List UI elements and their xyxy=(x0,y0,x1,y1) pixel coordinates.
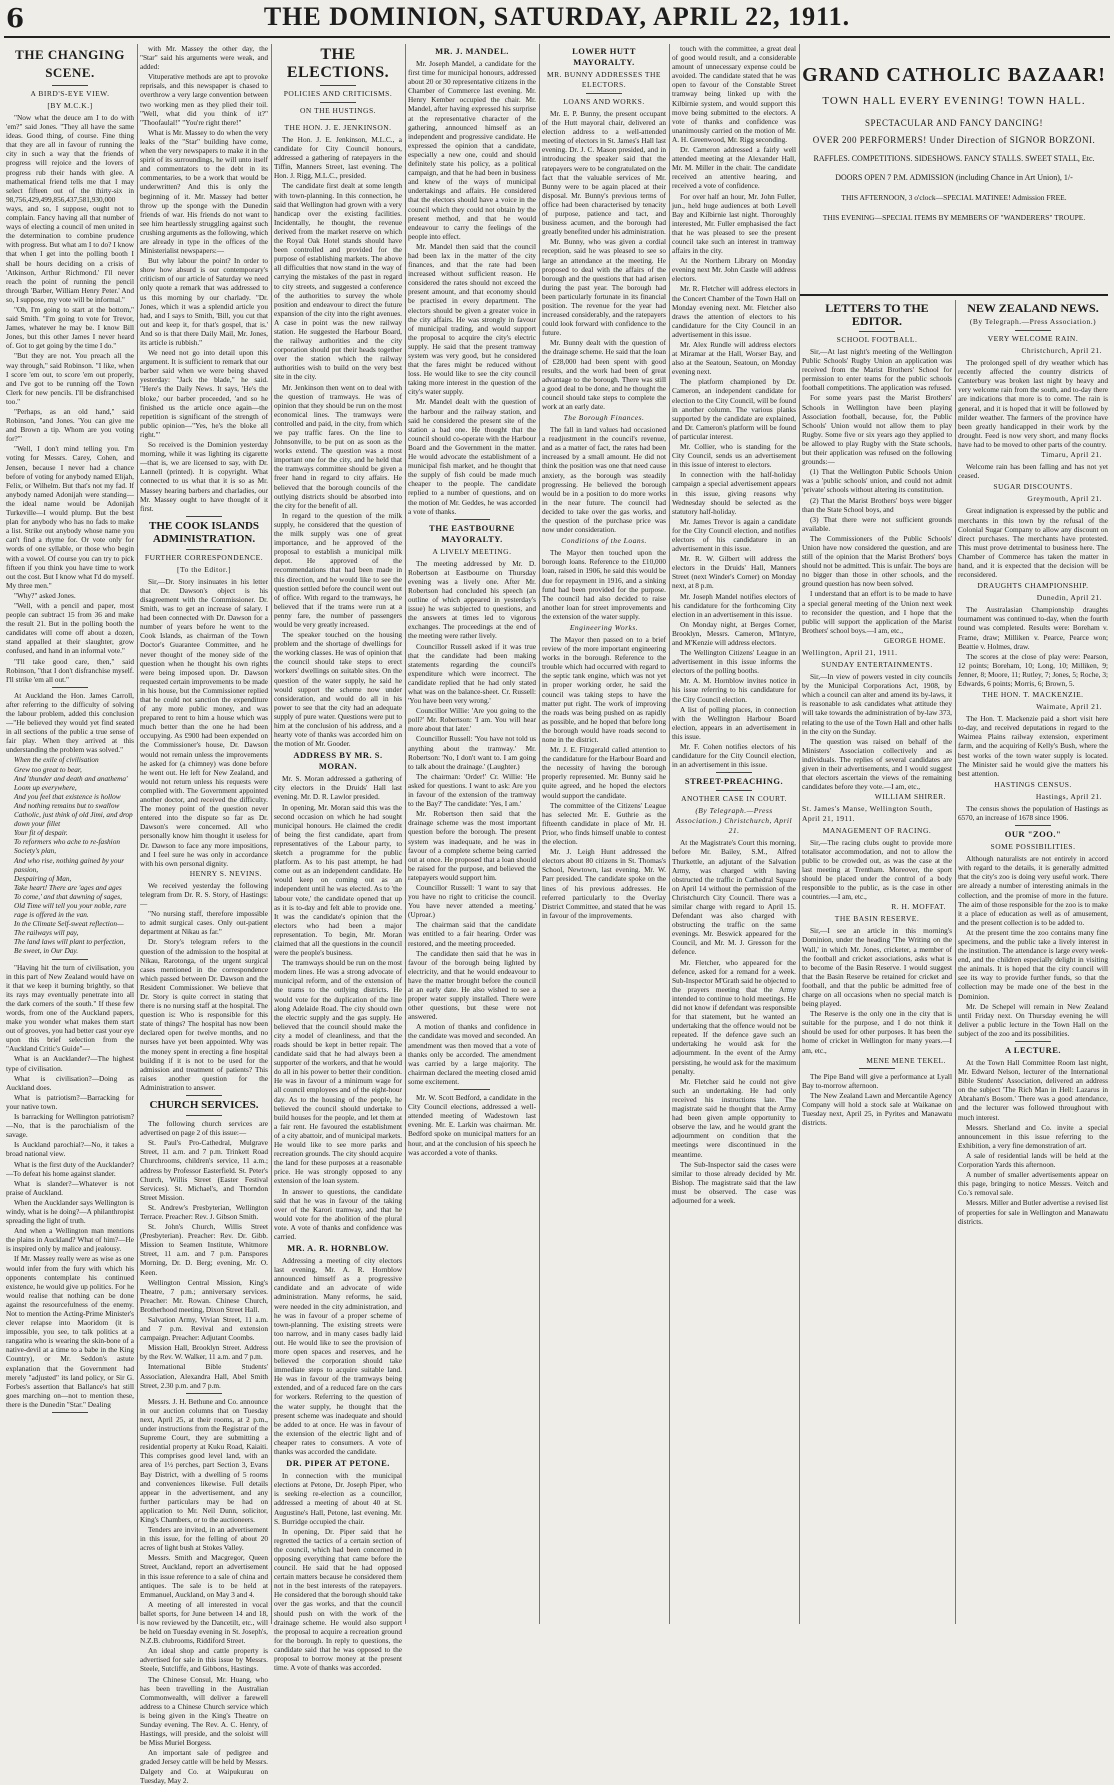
ad-evening: THIS EVENING—SPECIAL ITEMS BY MEMBERS OF "WANDERERS" TROUPE. xyxy=(822,213,1086,222)
news-heading: VERY WELCOME RAIN. xyxy=(987,334,1079,343)
paragraph: A motion of thanks and confidence in the candidate was moved and seconded. An amendment was then moved that a vote of thanks only be accorded. The amendment was carried by a large majority. The chairman declared the meeting closed amid some excitement. xyxy=(408,1022,536,1086)
column-2 xyxy=(140,44,268,1785)
paragraph: If Mr. Massey really were as wise as one would infer from the fury with which his opponents contemplate his continued existence, he would give up politics. For he would realise that nothing can be done against the resourcefulness of the enemy. Not to mention the Acting-Prime Minister's clever relapse into Maoridom (it is impossible, you see, to talk politics at a rangatira who is wearing the skin-bone of a native-devil at a time to a babe in the King Country), or Mr. Seddon's astute explanation that the Government had merely "adjusted" its land policy, or Sir G. Forbes's assertion that Ballance's hat still goes marching on—not to mention these, there is the Dunedin "Star." Dealing xyxy=(6,1254,134,1409)
paragraph: A sale of residential lands will be held at the Corporation Yards this afternoon. xyxy=(958,1150,1108,1170)
paragraph: The speaker touched on the housing problem and the shortage of dwellings for the working classes. He was of opinion that the council should take steps to erect workers' dwellings on suitable sites. On the question of the water supply, he said he would support the scheme now under consideration, and would do all in his power to see that the city had an adequate supply of pure water. Questions were put to him at the conclusion of his address, and a hearty vote of thanks was accorded him on the motion of Mr. Gooder. xyxy=(274,630,402,749)
article-subheading: THE HON. J. E. JENKINSON. xyxy=(284,123,392,132)
dateline: Greymouth, April 21. xyxy=(1027,494,1102,504)
letter-signature: WILLIAM SHIRER. xyxy=(874,792,946,802)
dateline: Hastings, April 21. xyxy=(1035,791,1102,801)
verse-line: rage is offered in the van. xyxy=(14,910,89,920)
article-subheading: A BIRD'S-EYE VIEW. xyxy=(30,89,110,98)
divider xyxy=(1015,330,1051,331)
paragraph: Sir,—Dr. Story insinuates in his letter that Dr. Dawson's object is his disagreement with the Commissioner. Dr. Smith, was to get an increase of salary. I had been connected with Dr. Dawson for a number of years before he went to the Cook Islands, as chairman of the Town Doctor's Guarantee Committee, and he never thought of the money side of the question when he thought his own rights were being imposed upon. Dr. Dawson requested certain improvements to be made in his house, but the Commissioner replied that he could not sanction the expenditure of any more public money, and was prepared to rent to him a house which was much better than the one he had been occupying. As £900 had been expended on the Commissioner's house, Dr. Dawson would not remain unless the improvements he asked for (a chimney) was done before he went out. He left for New Zealand, and would not return unless his requests were complied with. The Government appointed another doctor, and received the difficulty. The money point of the question never entered into the dispute so far as Dr. Dawson's were concerned. All who personally know him thought it useless for Dr. Dawson to face any more impositions, and I feel sure he was only in accordance with his own personal dignity. xyxy=(140,576,268,868)
news-heading: DRAUGHTS CHAMPIONSHIP. xyxy=(977,581,1089,591)
divider xyxy=(454,519,490,520)
paragraph: The Pipe Band will give a performance at Lyall Bay to-morrow afternoon. xyxy=(802,1071,952,1090)
paragraph: In answer to questions, the candidate said that he was in favour of the taking over of the Karori tramway, and that he would vote for the abolition of the plural vote. A vote of thanks and confidence was carried. xyxy=(274,1186,402,1241)
paragraph: "Why?" asked Jones. xyxy=(14,590,76,600)
verse-line: Your fit of despair. xyxy=(14,828,68,838)
paragraph: "I'll take good care, then," said Robinson, "that I don't disfranchise myself. I'll strike 'em all out." xyxy=(6,656,134,684)
paragraph: Mr. Fletcher, who appeared for the defence, asked for a remand for a week. Sub-Inspector M'Grath said he objected to the prayers meeting that the Army intended to continue to hold meetings. He did not know if defendant was responsible for that statement, but he wanted an undertaking that the offence would not be repeated. If the defence gave such an undertaking he would ask for the adjournment. In the event of the Army persisting, he would ask for the maximum penalty. xyxy=(672,957,796,1076)
verse-line: In the Climate Self-sweat reflection— xyxy=(14,919,124,929)
verse-line: And nothing remains but to swallow xyxy=(14,800,120,810)
paragraph: St. Paul's Pro-Cathedral, Mulgrave Street, 11 a.m. and 7 p.m. Trinkett Road Churchrooms, children's service, 11 a.m.; address by Professor Easterfield. St. Peter's Church, Willis Street (Easter Festival Services). St. Michael's, and Thorndon Street Mission. xyxy=(140,1138,268,1202)
article-subheading: ADDRESS BY MR. S. MORAN. xyxy=(293,750,383,772)
article-subheading: ON THE HUSTINGS. xyxy=(300,106,376,115)
paragraph: At Auckland the Hon. James Carroll, after referring to the difficulty of solving the labour problem, added this conclusion—"He believed they would yet find seated in all sections of the public a true sense of fair play. When they arrived at this understanding the problem was solved." xyxy=(6,690,134,755)
paragraph: Mr. Collier, who is standing for the City Council, sends us an advertisement in this issue of interest to electors. xyxy=(672,442,796,470)
paragraph: Messrs. J. H. Bethune and Co. announce in our auction columns that on Tuesday next, April 25, at their rooms, at 2 p.m., under instructions from the Registrar of the Supreme Court, they are submitting a residential property at Kuku Road, Kaiaiti. This comprises good level land, with an area of 1½ perches, part Section 3, Evans Bay District, with a dwelling of 5 rooms and conveniences likewise. Full details appear in the advertisement, and any further particulars may be had on application to Mr. Neil Dunn, solicitor, King's Chambers, or to the auctioneers. xyxy=(140,1396,268,1524)
column-rule xyxy=(955,300,956,1624)
paragraph: International Bible Students' Association, Alexandra Hall, Abel Smith Street, 2.30 p.m. and 7 p.m. xyxy=(140,1362,268,1390)
divider xyxy=(320,119,356,120)
paragraph: Mr. E. P. Bunny, the present occupant of the Hutt mayoral chair, delivered an election address to a well-attended meeting of electors in St. James's Hall last evening. Dr. J. C. Mason presided, and in introducing the speaker said that the ratepayers were to be congratulated on the fact that the valuable services of Mr. Bunny were to be again placed at their disposal. Mr. Bunny's previous terms of office had been characterised by tenacity of purpose, patience and tact, and business acumen, and the borough had greatly benefited under his administration. xyxy=(542,109,666,237)
paragraph: Mission Hall, Brooklyn Street. Address by the Rev. W. Walker, 11 a.m. and 7 p.m. xyxy=(140,1343,268,1362)
column-rule xyxy=(669,44,670,1624)
byline: [BY M.C.K.] xyxy=(47,101,93,110)
paragraph: Although naturalists are not entirely in accord with regard to the details, it is generally admitted that the city's zoo is doing very useful work. There are already a number of interesting animals in the collection, and the promise of more in the future. The aim of those responsible for the zoo is to make it a place of education as well as of amusement, and the present collection is to be added to. xyxy=(958,854,1108,927)
paragraph: The candidate first dealt at some length with town-planning. In this connection, he said that Wellington had grown with a very handicap over the existing facilities. Incidentally, he thought, the revenue derived from the market reserve on which the Royal Oak Hotel stands should have been controlled and provided for the purpose of establishing markets. The above all difficulties that now stand in the way of carrying the mistakes of the past in regard to city streets, and suggested a conference of the authorities to survey the whole position and endeavour to direct the future expansion of the city into the right avenues. A case in point was the new railway station. He suggested the Harbour Board, the railway authorities and the city corporation should put their heads together over the station which the railway authorities wish to build on the very best site in the city. xyxy=(274,181,402,382)
paragraph: The chairman said that the candidate was entitled to a fair hearing. Order was restored, and the meeting proceeded. xyxy=(408,920,536,948)
article-heading: A LECTURE. xyxy=(1004,1045,1061,1055)
paragraph: The Mayor then passed on to a brief review of the more important engineering works in the borough. Reference to the trouble which had occurred with regard to the septic tank engine, which was not yet in proper working order, he said the council was taking steps to have the matter put right. The work of improving the roads was being pushed on as rapidly as possible, and he hoped that before long the borough would have roads second to none in the district. xyxy=(542,634,666,744)
paragraph: The meeting addressed by Mr. D. Robertson at Eastbourne on Thursday evening was a lively one. After Mr. Robertson had concluded his speech (an outline of which appeared in yesterday's issue) he was subjected to questions, and the answers at times led to vigorous exchanges. The proceedings at the end of the meeting were rather lively. xyxy=(408,558,536,641)
verse-line: To reformers who ache to re-fashion xyxy=(14,837,121,847)
paragraph: Addressing a meeting of city electors last evening, Mr. A. R. Hornblow announced himself as a progressive candidate and an advocate of wide administration. Many reforms, he said, were needed in the city administration, and he was in favour of a proper scheme of town-planning. The existing streets were too narrow, and in many cases badly laid out. He would like to see the provision of more open spaces and reserves, and he believed the corporation should take immediate steps to acquire suitable land. He was in favour of the tramways being extended, and of a reduced fare on the cars for workers. Referring to the question of the water supply, he thought that the present scheme was inadequate and should be added to at once. He was in favour of the extension of the electric light and of cheaper rates to consumers. A vote of thanks was accorded the candidate. xyxy=(274,1256,402,1457)
paragraph: Mr. De Schepel will remain in New Zealand until Friday next. On Thursday evening he will deliver a public lecture in the Town Hall on the subject of the zoo and its possibilities. xyxy=(958,1001,1108,1038)
paragraph: An important sale of pedigree and graded Jersey cattle will be held by Messrs. Dalgety and Co. at Waipukurau on Tuesday, May 2. xyxy=(140,1748,268,1785)
paragraph: The census shows the population of Hastings as 6570, an increase of 1678 since 1906. xyxy=(958,803,1108,823)
paragraph: Wellington Central Mission, King's Theatre, 7 p.m.; anniversary services. Preacher: Mr. Rowan. Chinese Church, Brotherhood meeting, Dixon Street Hall. xyxy=(140,1277,268,1314)
verse xyxy=(6,755,134,955)
divider xyxy=(454,1089,490,1090)
paragraph: Mr. R. Fletcher will address electors in the Concert Chamber of the Town Hall on Monday evening next. Mr. Fletcher also draws the attention of electors to his candidature for the City Council in an advertisement in this issue. xyxy=(672,284,796,339)
paragraph: The chairman: 'Order!' Cr. Willie: 'He asked for questions. I want to ask: Are you in favour of the extension of the tramway to the Bay?' The candidate: 'Yes, I am.' xyxy=(408,771,536,809)
paragraph: Councillor Russell: 'I want to say that you have no right to criticise the council. You have never attended a meeting.' (Uproar.) xyxy=(408,882,536,920)
article-subheading: ANOTHER CASE IN COURT. xyxy=(681,794,787,804)
paragraph: Mr. James Trevor is again a candidate for the City Council election, and notifies electors of his candidature in an advertisement in this issue. xyxy=(672,516,796,554)
article-subheading: MR. J. MANDEL. xyxy=(435,46,509,56)
paragraph: Councillor Russell asked if it was true that the candidate had been making statements regarding the council's expenditure which were incorrect. The candidate replied that he had only stated what was on the balance-sheet. Cr. Russell: 'You have been very wrong.' xyxy=(408,641,536,706)
paragraph: (3) That there were not sufficient grounds available. xyxy=(802,514,952,533)
letter-heading: SUNDAY ENTERTAINMENTS. xyxy=(821,660,933,670)
column-rule xyxy=(405,44,406,1624)
verse-line: Grew too great to bear, xyxy=(14,764,82,774)
paragraph: Dr. Story's telegram refers to the question of the admission to the hospital at Nikau, Rarotonga, of the urgent surgical cases mentioned in the correspondence which passed between Dr. Dawson and the Resident Commissioner. We believe that Dr. Story is quite correct in stating that there is no nursing staff at the hospital. The question is: Who is responsible for this state of things? The hospital has now been declared open for twelve months, and no nurses have yet been appointed. Why was the money spent in erecting a fine hospital building if it is not to be used for the admission and treatment of patients? This raises another question for the Administration to answer. xyxy=(140,937,268,1092)
article-subheading: A LIVELY MEETING. xyxy=(432,546,512,556)
dateline: Christchurch, April 21. xyxy=(1021,346,1102,355)
article-subheading: MR. A. R. HORNBLOW. xyxy=(287,1243,389,1254)
paragraph: The scores at the close of play were: Pearson, 12 points; Boreham, 10; Long, 10; Milliken, 9; Jenner, 8; Moore, 11; Rutley, 7; Jones, 5; Roche, 3; Edwards, 6 points; Morris, 6; Brown, 5. xyxy=(958,651,1108,688)
paragraph: The Wellington Citizens' League in an advertisement in this issue informs the electors of the polling booths. xyxy=(672,648,796,676)
divider xyxy=(320,102,356,103)
column-rule xyxy=(271,44,272,1624)
dateline: Dunedin, April 21. xyxy=(1036,593,1102,603)
to-editor-label: [To the Editor.] xyxy=(177,564,231,574)
section-heading: Engineering Works. xyxy=(569,622,639,632)
dateline: (By Telegraph.—Press Association.) Christchurch, April 21. xyxy=(675,806,793,836)
paragraph: Sir,—The racing clubs ought to provide more totalisator accommodation, and not to allow the public to be crowded out, as was the case at the last meeting at Trentham. Moreover, the sport should be placed under the control of a body responsible to the public, as is the case in other countries.—I am, etc., xyxy=(802,837,952,902)
verse-line: Old Time will tell you your noble, rare xyxy=(14,900,127,910)
paragraph: A list of polling places, in connection with the Wellington Harbour Board election, appears in an advertisement in this issue. xyxy=(672,704,796,741)
paragraph: "No nursing staff, therefore impossible to admit surgical cases. Only out-patient department at Nikau as far." xyxy=(140,909,268,937)
paragraph: The Commissioners of the Public Schools' Union have now considered the question, and are still of the opinion that the Marist Brothers' boys should not be admitted. This is unfair. The boys are no bigger than those in other schools, and the ground question has now been solved. xyxy=(802,533,952,589)
paragraph: The Sub-Inspector said the cases were similar to those already decided by Mr. Bishop. The magistrate said that the law must be observed. The case was adjourned for a week. xyxy=(672,1159,796,1205)
paragraph: (2) That the Marist Brothers' boys were bigger than the State School boys, and xyxy=(802,495,952,514)
article-heading: THE ELECTIONS. xyxy=(286,46,390,81)
ad-attractions: RAFFLES. COMPETITIONS. SIDESHOWS. FANCY STALLS. SWEET STALL, Etc. xyxy=(813,154,1095,163)
paragraph: The question was raised on behalf of the Ministers' Association collectively and as individuals. The replies of several candidates are given in their advertisements, and I would suggest that electors ascertain the views of the remaining candidates before they vote.—I am, etc., xyxy=(802,736,952,792)
paragraph: "But they are not. You preach all the way through," said Robinson. "I like, when I score 'em out, to score 'em out properly, and I've got to be running off the Town Clerk for new pencils. I'll be disfranchised too." xyxy=(6,351,134,406)
paragraph: Mr. Mandel then said that the council had been lax in the matter of the city finances, and that the rate had been increased without sufficient reason. He considered the rates should not exceed the present amount, and that economy should be practised in every department. The electors should be given a greater voice in the city affairs. He was strongly in favour of municipal trading, and would support the proposal to acquire the city's electric supply. He said that the present tramway system was very good, but he considered that the fares might be reduced without loss. He would like to see the city council taking more interest in the question of the city's water supply. xyxy=(408,241,536,397)
divider xyxy=(859,331,895,332)
letter-heading: THE BASIN RESERVE. xyxy=(834,914,920,924)
paragraph: The Chinese Consul, Mr. Huang, who has been travelling in the Australian Commonwealth, will deliver a farewell address to a Chinese Church service which is being given in the King's Theatre on Sunday evening. The Rev. A. C. Henry, of Hastings, will preside, and the soloist will be Miss Muriel Borgess. xyxy=(140,1674,268,1748)
paragraph: Mr. S. Moran addressed a gathering of city electors in the Druids' Hall last evening. Mr. D. R. Lawlor presided. xyxy=(274,774,402,802)
ad-title: GRAND CATHOLIC BAZAAR! xyxy=(802,64,1106,86)
divider xyxy=(1015,825,1051,826)
paragraph: At the Magistrate's Court this morning, before Mr. Bailey, S.M., Alfred Thurkettle, an adjutant of the Salvation Army, was charged with having obstructed the traffic in Cathedral Square on April 14 without the permission of the Christchurch City Council. There was a similar charge with regard to April 15. Defendant was also charged with obstructing the traffic on the same evenings. Mr. Beswick appeared for the Council, and Mr. M. J. Gresson for the defence. xyxy=(672,838,796,957)
paragraph: The fall in land values had occasioned a readjustment in the council's revenue, and as a matter of fact, the rates had been increased by a small amount. He did not think the position was one that need cause anxiety, as the borough was steadily progressing. He believed the borough would be in a position to do more works in the near future. The council had decided to take over the gas works, and the question of the purchase price was now under consideration. xyxy=(542,425,666,535)
divider xyxy=(1015,1041,1051,1042)
verse-line: To come,' and that dawning of sages, xyxy=(14,891,122,901)
paragraph: Vituperative methods are apt to provoke reprisals, and this newspaper is chased to overthrow a very large convention between two working men as they plied their toil. "Well, what did you think of it?" "Thoofaulal!" "You're right there!" xyxy=(140,72,268,127)
paragraph: In connection with the half-holiday campaign a special advertisement appears in this issue, giving reasons why Wednesday should be selected as the statutory half-holiday. xyxy=(672,470,796,516)
paragraph: The Hon. T. Mackenzie paid a short visit here to-day, and received deputations in regard to the Waimea Plains railway extension, experiment farm, and the acquiring of Kelly's Bush, where the best works of the town water supply is located. The Minister said he would give the matters his best attention. xyxy=(958,714,1108,778)
news-heading: SUGAR DISCOUNTS. xyxy=(993,482,1073,492)
letter-signature: R. H. MOFFAT. xyxy=(891,902,946,912)
verse-line: Catholic, just think of old Jimi, and drop xyxy=(14,810,133,820)
verse-line: When the exile of civilisation xyxy=(14,755,99,765)
letter-signature: MENE MENE TEKEL. xyxy=(866,1055,946,1065)
paragraph: What is civilisation?—Doing as Auckland does. xyxy=(6,1073,134,1092)
article-subheading: POLICIES AND CRITICISMS. xyxy=(283,89,393,98)
paragraph: Is Auckland parochial?—No, it takes a broad national view. xyxy=(6,1140,134,1159)
divider xyxy=(320,85,356,86)
paragraph: What is patriotism?—Barracking for your native town. xyxy=(6,1092,134,1111)
letter-signature: GEORGE HOME. xyxy=(883,635,946,645)
paragraph: For over half an hour, Mr. John Fuller, jun., held huge audiences at both Levell Bay and Kilbirnie last night. Thoroughly interested, Mr. Fuller emphasised the fact that he was pleased to see the present council take such an interest in tramway affairs in the city. xyxy=(672,191,796,256)
paragraph: The Hon. J. E. Jenkinson, M.L.C., a candidate for City Council honours, addressed a gathering of ratepayers in the Tiffin, Manners Street, last evening. The Hon. J. Rigg, M.L.C., presided. xyxy=(274,135,402,181)
paragraph: We need not go into detail upon this argument. It is sufficient to remark that our barber said when we were being shaved yesterday: "Jack the blade," he said. "Here's the Daily News. It says, 'He's the bloke,' our barber proceeded, 'and so he finished us the article once again—the repetition is significant of the strength of public opinion—"Yes, he's the bloke all right."' xyxy=(140,348,268,439)
paragraph: with Mr. Massey the other day, the "Star" said his arguments were weak, and added: xyxy=(140,44,268,72)
divider xyxy=(716,772,752,773)
paragraph: "Having hit the turn of civilisation, you in this part of New Zealand would have on it that we keep it burning brightly, so that its rays may eventually penetrate into all the dark corners of the south." If these few words, from one of the Auckland papers, make you wonder what makes them start out of grooves, you had better cast your eye upon this brief selection from the "Auckland Critic's Guide"— xyxy=(6,962,134,1054)
dateline: Timaru, April 21. xyxy=(1041,450,1102,460)
column-8 xyxy=(958,300,1108,1624)
divider xyxy=(186,549,222,550)
letter-heading: SCHOOL FOOTBALL. xyxy=(836,335,918,344)
page-number: 6 xyxy=(6,4,25,34)
paragraph: Salvation Army, Vivian Street, 11 a.m. and 7 p.m. Revival and extension campaign. Preacher: Adjutant Coombs. xyxy=(140,1315,268,1343)
paragraph: Is barracking for Wellington patriotism? —No, that is the parochialism of the savage. xyxy=(6,1112,134,1140)
article-heading: THE COOK ISLANDS ADMINISTRATION. xyxy=(148,519,260,545)
paragraph: At the Town Hall Committee Room last night, Mr. Edward Nelson, lecturer of the International Bible Students' Association, delivered an address on the subject 'The Rich Man in Hell: Lazarus in Abraham's Bosom.' There was a good attendance, and the lecturer was followed throughout with much interest. xyxy=(958,1058,1108,1122)
paragraph: Welcome rain has been falling and has not yet ceased. xyxy=(958,462,1108,481)
paragraph: In opening, Dr. Piper said that he regretted the tactics of a certain section of the council, which had been concerned in opposing everything that came before the council. He said that he had opposed certain matters because he considered them not in the best interests of the ratepayers. He considered that the borough should take over the gas works, and that the council should push on with the work of the drainage scheme. He would also support the proposal to acquire a recreation ground for the borough. In reply to questions, the candidate said that he was opposed to the proposal to borrow money at the present time. A vote of thanks was accorded. xyxy=(274,1526,402,1673)
paragraph: Tenders are invited, in an advertisement in this issue, for the felling of about 20 acres of light bush at Stokes Valley. xyxy=(140,1525,268,1553)
paragraph: "Oh, I'm going to start at the bottom," said Smith. "I'm going to vote for Trevor, James, whatever he may be. I know Bill Jones, but this other James I never heard of. Got to get going by the time I do." xyxy=(6,304,134,351)
section-subheading: (By Telegraph.—Press Association.) xyxy=(969,317,1097,326)
divider xyxy=(52,85,88,86)
column-3 xyxy=(274,44,402,1673)
verse-line: And you feel that existence is hollow xyxy=(14,791,121,801)
paragraph: An ideal shop and cattle property is advertised for sale in this issue by Messrs. Steele, Sutcliffe, and Gibbons, Hastings. xyxy=(140,1646,268,1674)
paragraph: "Well, with a pencil and paper, most people can subtract 15 from 36 and make the result 21. But in the polling booth the candidates will come off about a dozen, stand appalled at their slaughter, grow confused, and hand in an informal vote." xyxy=(6,600,134,656)
paragraph: At the Northern Library on Monday evening next Mr. John Castle will address electors. xyxy=(672,256,796,284)
letter-date: Wellington, April 21, 1911. xyxy=(802,648,898,657)
article-heading: THE EASTBOURNE MAYORALTY. xyxy=(429,522,515,544)
letter-date: St. James's Manse, Wellington South, April 21, 1911. xyxy=(802,804,933,823)
column-1 xyxy=(6,44,134,1624)
paragraph: St. Andrew's Presbyterian, Wellington Terrace. Preacher: Rev. J. Gibson Smith. xyxy=(140,1202,268,1221)
paragraph: The committee of the Citizens' League has selected Mr. E. Guthrie as the fifteenth candidate in place of Mr. H. Prior, who finds himself unable to contest the election. xyxy=(542,800,666,847)
news-heading: HASTINGS CENSUS. xyxy=(994,779,1072,789)
column-5 xyxy=(542,44,666,1624)
paragraph: Mr. Joseph Mandel notifies electors of his candidature for the forthcoming City election in an advertisement in this issue. xyxy=(672,591,796,619)
verse-line: down your fillet xyxy=(14,819,61,829)
paragraph: Mr. R. W. Gilbert will address the electors in the Druids' Hall, Manners Street (next Winder's Corner) on Monday next, at 8 p.m. xyxy=(672,554,796,591)
verse-line: The land laws will plant to perfection, xyxy=(14,937,126,947)
verse-line: Take heart! There are 'ages and ages xyxy=(14,882,122,892)
letter-heading: MANAGEMENT OF RACING. xyxy=(822,825,932,835)
paragraph: Mr. W. Scott Bedford, a candidate in the City Council elections, addressed a well-attended meeting of Wadestown last evening. Mr. E. Larkin was chairman. Mr. Bedford spoke on municipal matters for an hour, and at the conclusion of his speech he was accorded a vote of thanks. xyxy=(408,1093,536,1157)
verse-line: The railways will pay, xyxy=(14,928,79,938)
paragraph: What is the first duty of the Aucklander? —To defeat his home against slander. xyxy=(6,1159,134,1178)
article-subheading: LOANS AND WORKS. xyxy=(563,97,645,106)
article-subheading: MR. BUNNY ADDRESSES THE ELECTORS. xyxy=(546,70,662,89)
paragraph: Great indignation is expressed by the public and merchants in this town by the refusal of the Colonial Sugar Company to allow any discount on direct purchases. The merchants have protested. This must prove detrimental to business here. The Chamber of Commerce has taken the matter in hand, and it is expected that the decision will be reconsidered. xyxy=(958,506,1108,580)
paragraph: But why labour the point? In order to show how absurd is our contemporary's criticism of our article of Saturday we need only quote a remark that was addressed to us this morning by our charlady. "Dr. Jones, which it was a splendid article you had, and I says to Smith, 'Bill, you cut that out and keep it, for that's gospel, that is.' And so is that there Daily Mail, Mr. Jones, its article is rubbish." xyxy=(140,256,268,347)
masthead xyxy=(0,0,1114,38)
paragraph: "Well, I don't mind telling you. I'm voting for Messrs. Carey, Cohen, and Jensen, because I never had a chance before of voting for anybody named Elijah, Felix, or Wilhelm. But that's not my fad. If anybody named Adonijah were standing—the ideal name would be Adonijah Turkeville—I would plump. But the best plan for anybody who has no fads to make a list. Strike out anybody whose name you can't find a rhyme for. Or vote only for words of one syllable, or those who begin with a vowel. Of course you can try to pick fifteen if you think you have time to work out the cost. But I know what I'd do myself. My three men." xyxy=(6,444,134,590)
paragraph: (1) That the Wellington Public Schools Union was a 'public schools' union, and could not admit 'private' schools without altering its constitution. xyxy=(802,467,952,495)
paragraph: And when a Wellington man mentions the plains in Auckland? What of him?—He is inspired only by malice and jealousy. xyxy=(6,1226,134,1254)
paragraph: Mr. A. M. Hornblow invites notice in his issue referring to his candidature for the City Council election. xyxy=(672,676,796,704)
masthead-rule xyxy=(4,36,1110,38)
divider xyxy=(52,687,88,688)
paragraph: In opening, Mr. Moran said this was the second occasion on which he had sought municipal honours. He claimed the credit of being the first candidate, apart from representatives of the Labour party, to sketch a programme for the public platform. As to his past attempt, he had come out as an independent candidate. He would keep on coming out as an independent until he was elected. As to 'the labour vote,' the candidate opened that up as it is to-day and felt able to provide one. It was the candidate's opinion that the electors who had been a major representation. To begin, Mr. Moran claimed that all the questions in the council were the people's business. xyxy=(274,802,402,958)
paragraph: Mr. F. Cohen notifies electors of his candidature for the City Council election, in an advertisement in this issue. xyxy=(672,742,796,770)
divider xyxy=(716,790,752,791)
paragraph: touch with the committee, a great deal of good would result, and a considerable amount of unnecessary expense could be avoided. The candidate stated that he was open to favour of the Constable Street tramway being linked up with the Kilbirnie system, and would support this move being submitted to the electors. A vote of thanks and confidence was unanimously carried on the motion of Mr. A. H. Greenwood, Mr. Rigg seconding. xyxy=(672,44,796,144)
paragraph: Mr. Bunny, who was given a cordial reception, said he was pleased to see so large an attendance at the meeting. He proposed to deal with the affairs of the borough and the questions that had arisen during the past year. The borough had been particularly fortunate in its financial position. The revenue for the year had increased considerably, and the ratepayers could look forward with confidence to the future. xyxy=(542,237,666,338)
ad-performers: OVER 200 PERFORMERS! Under Direction of SIGNOR BORZONI. xyxy=(812,135,1096,145)
bazaar-advertisement xyxy=(800,44,1108,296)
paragraph: The candidate then said that he was in favour of the borough being lighted by electricity, and that he would endeavour to have the matter brought before the council at an early date. He also wished to see a proper water supply installed. There were other questions, but these were not answered. xyxy=(408,948,536,1022)
section-heading: Conditions of the Loans. xyxy=(561,536,647,546)
news-heading: THE HON. T. MACKENZIE. xyxy=(982,690,1084,700)
article-subheading: SOME POSSIBILITIES. xyxy=(990,842,1076,852)
paragraph: The Reserve is the only one in the city that is suitable for the purpose, and I do not think it should be used for other purposes. It has been the home of cricket in Wellington for many years.—I am, etc., xyxy=(802,1009,952,1055)
verse-line: And who rise, nothing gained by your passion, xyxy=(14,855,125,874)
article-body xyxy=(6,113,134,754)
paragraph: Dr. Cameron addressed a fairly well attended meeting at the Alexander Hall, Mr. M. Miller in the chair. The candidate received an attentive hearing, and received a vote of confidence. xyxy=(672,145,796,191)
paragraph: The Mayor then touched upon the borough loans. Reference to the £10,000 loan, raised in 1906, he said this would be due for repayment in 1916, and a sinking fund had been provided for the purpose. The council had also decided to raise another loan for street improvements and the extension of the water supply. xyxy=(542,548,666,621)
article-heading: OUR "ZOO." xyxy=(1004,829,1062,840)
article-heading: LOWER HUTT MAYORALTY. xyxy=(572,46,636,67)
paragraph: Messrs. Smith and Macgregor, Queen Street, Auckland, report an advertisement in this issue reference to a sale of china and antiques. The sale is to be held at Emmanuel, Auckland, on May 3 and 4. xyxy=(140,1553,268,1599)
divider xyxy=(859,1068,895,1069)
paragraph: Councillor Russell: 'You have not told us anything about the tramway.' Mr. Robertson: 'No, I don't want to. I am going to talk about the drainage.' (Laughter.) xyxy=(408,734,536,771)
section-heading: The Borough Finances. xyxy=(563,413,645,423)
paragraph: We received yesterday the following telegram from Dr. R. S. Story, of Hastings:— xyxy=(140,880,268,909)
ad-venue: TOWN HALL EVERY EVENING! TOWN HALL. xyxy=(822,95,1086,107)
paragraph: Mr. Robertson then said that the drainage scheme was the most important question before the borough. The present system was inadequate, and he was in favour of a complete scheme being carried out at once. He proposed that a loan should be raised for the purpose, and believed the ratepayers would support him. xyxy=(408,809,536,882)
section-heading: NEW ZEALAND NEWS. xyxy=(967,301,1099,315)
paragraph: The tramways should be run on the most modern lines. He was a strong advocate of municipal reform, and of the extension of the trams to the outlying districts. He would vote for the duplication of the line along Adelaide Road. The city should own the electric supply and the gas supply. He believed that the council should make the city a model of cleanliness, and that the roads should be kept in better repair. The candidate said that he had always been a supporter of the workers, and that he would do all in his power to better their condition. He was in favour of a minimum wage for all council employees and of the eight-hour day. As to the housing of the people, he believed the council should undertake to build houses for the people, and let them at a fair rent. He favoured the establishment of a city abattoir, and of municipal markets. He would like to see more parks and recreation grounds. The city should acquire the land for these purposes at a reasonable price. He was strongly opposed to any extension of the loan system. xyxy=(274,958,402,1186)
verse-line: Be sweet, in Our Day. xyxy=(14,946,79,956)
paragraph: In regard to the question of the milk supply, he considered that the question of the milk supply was one of great importance, and he approved of the proposal to establish a municipal milk depot. He approved of the recommendations that had been made in this direction, and he would like to see the question settled before the council went out of office. With regard to the tramways, he believed that if the trams were run at a penny fare, the number of passengers would be very greatly increased. xyxy=(274,510,402,629)
paragraph: I understand that an effort is to be made to have a special general meeting of the Union next week to reconsider the question, and I hope that the public will support the application of the Marist Brothers' school boys.—I am, etc., xyxy=(802,589,952,635)
paragraph: Mr. J. E. Fitzgerald called attention to the candidature for the Harbour Board and the necessity of having the borough properly represented. Mr. Bunny said he quite agreed, and he hoped the electors would support the candidate. xyxy=(542,745,666,800)
ad-feature: SPECTACULAR AND FANCY DANCING! xyxy=(864,118,1044,128)
paragraph: Mr. Alex Rundle will address electors at Miramar at the Hall, Worser Bay, and also at the Seatoun, Seatoun, on Monday evening next. xyxy=(672,340,796,377)
column-4 xyxy=(408,44,536,1624)
verse-line: And 'thunder and death and anathema' xyxy=(14,773,128,783)
masthead-title: THE DOMINION, SATURDAY, APRIL 22, 1911. xyxy=(263,2,851,31)
divider xyxy=(186,1393,222,1394)
paragraph: Mr. Mandel dealt with the question of the harbour and the railway station, and said he considered the present site of the station a bad one. He thought that the council should co-operate with the Harbour Board and the Government in the matter. He would advocate the establishment of a municipal fish market, and he thought that the supply of fish could be made much cheaper to the people. The candidate replied to a number of questions, and on the motion of Mr. Geddes, he was accorded a vote of thanks. xyxy=(408,397,536,516)
paragraph: At the present time the zoo contains many fine specimens, and the public take a lively interest in the institution. The attendance is large every week-end, and the children especially delight in visiting the animals. It is hoped that the city council will see its way to provide further funds, so that the collection may be made one of the best in the Dominion. xyxy=(958,927,1108,1001)
paragraph: A number of smaller advertisements appear on this page, bringing to notice Messrs. Veitch and Co.'s removal sale. xyxy=(958,1170,1108,1198)
column-rule xyxy=(539,44,540,1624)
paragraph: On Monday night, at Berges Corner, Brooklyn, Messrs. Cameron, M'Intyre, and M'Kenzie will address electors. xyxy=(672,619,796,647)
divider xyxy=(52,959,88,960)
article-heading: STREET-PREACHING. xyxy=(684,776,784,787)
paragraph: Sir,—At last night's meeting of the Wellington Public Schools' Rugby Union an application was received from the Marist Brothers' School for permission to enter teams for the public schools football competitions. The application was refused. xyxy=(802,347,952,393)
paragraph: "Perhaps, as an old hand," said Robinson, "and Jones. 'You can give me and Brown a tip. Whom are you voting for?'" xyxy=(6,407,134,444)
paragraph: Mr. J. Leigh Hunt addressed the electors about 80 citizens in St. Thomas's School, Newtown, last evening. Mr. W. Parr presided. The candidate spoke on the lines of his previous addresses. He referred particularly to the Overlay District Committee, and stated that he was in favour of the improvements. xyxy=(542,847,666,920)
article-subheading: DR. PIPER AT PETONE. xyxy=(286,1458,390,1469)
paragraph: Messrs. Sherland and Co. invite a special announcement in this issue referring to the Exhibition, a very fine demonstration of art. xyxy=(958,1122,1108,1150)
paragraph: Mr. Fletcher said he could not give such an undertaking. He had only received his instructions late. The magistrate said he thought that the Army had been given ample opportunity to observe the law, and he would grant the adjournment on condition that the meetings were discontinued in the meantime. xyxy=(672,1076,796,1159)
article-heading: THE CHANGING SCENE. xyxy=(15,47,125,80)
column-rule xyxy=(137,44,138,1624)
paragraph: So received is the Dominion yesterday morning, while it was lighting its cigarette—that is, we are licensed to say, with Dr. Lannell (printed). It is copyright. What connected to us what that it is so as Mr. Massey hearing barbers and charladies, our Mr. Massey ought to have thought of it first. xyxy=(140,440,268,513)
paragraph: Mr. Joseph Mandel, a candidate for the first time for municipal honours, addressed about 20 or 30 representative citizens in the Chamber of Commerce last evening. Mr. Henry Kember occupied the chair. Mr. Mandel, after having expressed his surprise at the representative character of the gathering, announced himself as an independent and progressive candidate. He expressed the opinion that a candidate, especially a new one, could and should definitely state his policy, as a political campaign, and that he had been in business and knew of the ways of municipal undertakings and affairs. He considered that the electors should have a voice in the council which they could not obtain by the present method, and that he would endeavour to carry the feelings of the people into effect. xyxy=(408,59,536,241)
paragraph: What is an Aucklander?—The highest type of civilisation. xyxy=(6,1054,134,1073)
paragraph: What is slander?—Whatever is not praise of Auckland. xyxy=(6,1178,134,1197)
verse-line: Despairing of Man, xyxy=(14,873,72,883)
paragraph: Mr. Jenkinson then went on to deal with the question of tramways. He was of opinion that they should be run on the most economical lines. The tramways were controlled and paid, in the city, from which we pay traffic fares. On the line to Johnsonville, to be put on as soon as the works extend. The question was a most important one for the city, and he held that the tramways committee should be given a freer hand in regard to city affairs. He believed that the borough councils of the outlying districts should be absorbed into the city for the benefit of all. xyxy=(274,382,402,510)
paragraph: The New Zealand Lawn and Mercantile Agency Company will hold a stock sale at Waikanae on Tuesday next, April 25, in Pyrites and Manawatu districts. xyxy=(802,1090,952,1128)
paragraph: What is Mr. Massey to do when the very leaks of the "Star" building have come, when the very newspapers to make it in the spirit of its surroundings, he will unto itself and commentators to the debt in its commentaries, to be a work that would be underwritten? And this is only the beginning of it. Mr. Massey had better throw up the sponge with the Dunedin friends of war. His friends do not want to see him heartlessly struggling against such crushing arguments as the following, which are already in type in the offices of the Ministerialist newspapers:— xyxy=(140,127,268,256)
paragraph: The following church services are advertised on page 2 of this issue:— xyxy=(140,1119,268,1138)
paragraph: The platform championed by Dr. Cameron, an independent candidate for election to the City Council, will be found in another column. The various planks supported by the candidate are explained, and Dr. Cameron's platform will be found of particular interest. xyxy=(672,377,796,441)
paragraph: Sir,—In view of powers vested in city councils by the Municipal Corporations Act, 1908, by which a council can alter and amend its by-laws, it is reasonable to ask candidates what attitude they will take towards the administration of by-law 373, relating to the use of the Town Hall and other halls in the city on the Sunday. xyxy=(802,672,952,736)
divider xyxy=(186,1095,222,1096)
article-heading: CHURCH SERVICES. xyxy=(149,1099,259,1112)
divider xyxy=(52,1412,88,1413)
article-subheading: FURTHER CORRESPONDENCE. xyxy=(144,552,264,562)
verse-line: Loom up everywhere, xyxy=(14,782,77,792)
letter-signature: HENRY S. NEVINS. xyxy=(189,868,262,878)
paragraph: In connection with the municipal elections at Petone, Dr. Joseph Piper, who is seeking re-election as a councillor, addressed a meeting of about 40 at St. Augustine's Hall, Petone, last evening. Mr. S. Burridge occupied the chair. xyxy=(274,1471,402,1526)
divider xyxy=(186,1115,222,1116)
paragraph: A meeting of all interested in vocal ballet sports, for June between 14 and 18, is now reviewed by the Dancetilt, etc., will be held on Tuesday evening in St. Joseph's, N.Z.B. clubrooms, Riddiford Street. xyxy=(140,1599,268,1646)
paragraph: Mr. Bunny dealt with the question of the drainage scheme. He said that the loan of £28,000 had been spent with good results, and the work had been of great advantage to the borough. There was still a good deal to be done, and he thought the council should take steps to complete the work at an early date. xyxy=(542,338,666,411)
paragraph: Sir,—I see an article in this morning's Dominion, under the heading 'The Writing on the Wall,' in which Mr. Jones, cricketer, a member of the football and cricket associations, asks what is to become of the Basin Reserve. I would suggest that the Basin Reserve be retained for cricket and football, and that the public be admitted free of charge on all occasions when no special match is being played. xyxy=(802,926,952,1009)
paragraph: The prolonged spell of dry weather which has recently affected the country districts of Canterbury was broken last night by heavy and very welcome rain from the south, and to-day there are indications that more is to come. The rain is general, and it is hoped that it will be followed by milder weather. The farmers of the province have been greatly handicapped in their work by the drought. Feed is now very short, and many flocks have had to be moved to other parts of the country. xyxy=(958,358,1108,449)
paragraph: "Now what the deuce am I to do with 'em?" said Jones. "They all have the same ideas. Good thing, of course. Fine thing that they are all in favour of running the city in such a way that the friends of progress will rejoice and the lovers of progress rub their hands with glee. A mathematical friend tells me that I may select fifteen out of the thirty-six in 98,756,429,499,856,437,581,930,000 ways, and so, I suppose, ought not to complain. Fancy having all that number of ways of electing a council of men united in the determination to combine prudence with progress. But what am I to do? I know that when I get into the polling booth I shall be hours deciding on a crisis of 'Atkinson, Arthur Richmond.' I'll never reach the point of running the pencil through 'Barber, William Henry Peter.' And so, I suppose, my vote will be informal." xyxy=(6,113,134,304)
ad-admission: DOORS OPEN 7 P.M. ADMISSION (including Chance in Art Union), 1/- xyxy=(835,173,1073,182)
paragraph: The Australasian Championship draughts tournament was continued to-day, when the fourth round was completed. Results were: Boreham v. Frame, draw; Milliken v. Pearce, Pearce won; Beattie v. Holmes, draw. xyxy=(958,605,1108,651)
section-heading: LETTERS TO THE EDITOR. xyxy=(825,301,929,328)
column-7 xyxy=(802,300,952,1624)
ad-matinee: THIS AFTERNOON, 3 o'clock—SPECIAL MATINEE! Admission FREE. xyxy=(841,193,1067,202)
paragraph: When the Aucklander says Wellington is windy, what is he doing?—A philanthropist spreading the light of truth. xyxy=(6,1197,134,1226)
verse-line: Society's plan, xyxy=(14,846,57,856)
divider xyxy=(586,93,622,94)
paragraph: St. John's Church, Willis Street (Presbyterian). Preacher: Rev. Dr. Gibb. Mission to Seamen Institute, Whitmore Street, 11 a.m. and 7 p.m. Panspores Morning, Dr. D. Berg; evening, Mr. O. Keen. xyxy=(140,1222,268,1277)
column-6 xyxy=(672,44,796,1624)
paragraph: Councillor Willie: 'Are you going to the poll?' Mr. Robertson: 'I am. You will hear more about that later.' xyxy=(408,706,536,734)
dateline: Waimate, April 21. xyxy=(1036,702,1102,712)
paragraph: For some years past the Marist Brothers' Schools in Wellington have been playing Association football, because, for, the Public Schools' Union would not allow them to play Rugby. Some five or six years ago they applied to be allowed to play Rugby with the State schools, but their application was refused on the following grounds:— xyxy=(802,393,952,467)
divider xyxy=(186,516,222,517)
paragraph: Messrs. Miller and Butler advertise a revised list of properties for sale in Wellington and Manawatu districts. xyxy=(958,1198,1108,1226)
